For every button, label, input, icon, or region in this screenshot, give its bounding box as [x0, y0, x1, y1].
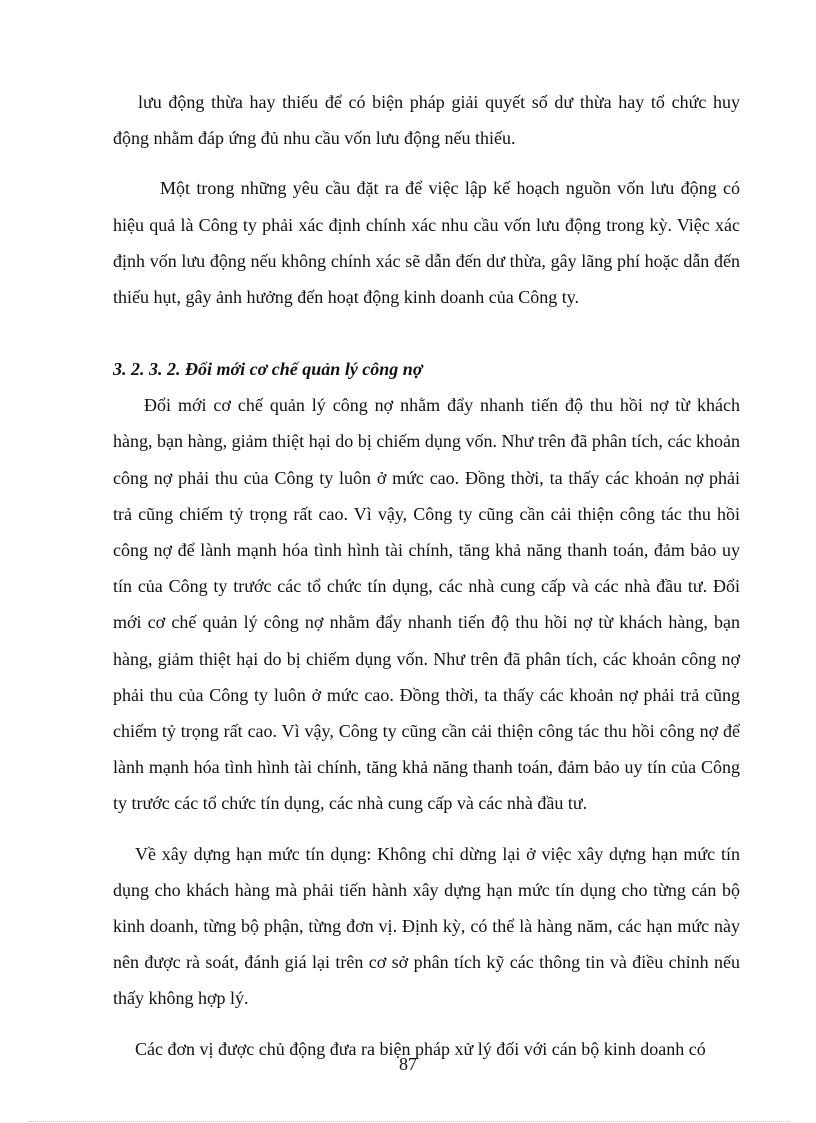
page-number: 87 [399, 1054, 417, 1074]
paragraph-1: lưu động thừa hay thiếu để có biện pháp giải quyết số dư thừa hay tổ chức huy động nhằm đáp ứng đủ nhu cầu vốn lưu động nếu thiếu. [113, 92, 740, 149]
paragraph-5: Các đơn vị được chủ động đưa ra biện pháp xử lý đối với cán bộ kinh doanh có [135, 1038, 706, 1059]
paragraph-2: Một trong những yêu cầu đặt ra để việc lập kế hoạch nguồn vốn lưu động có hiệu quả là Công ty phải xác định chính xác nhu cầu vốn lưu động trong kỳ. Việc xác định vốn lưu động nếu không chính xác sẽ dẫn đến dư thừa, gây lãng phí hoặc dẫn đến thiếu hụt, gây ảnh hưởng đến hoạt động kinh doanh của Công ty. [113, 178, 740, 308]
page-bottom-divider [28, 1121, 790, 1122]
paragraph-4: Về xây dựng hạn mức tín dụng: Không chỉ dừng lại ở việc xây dựng hạn mức tín dụng cho khách hàng mà phải tiến hành xây dựng hạn mức tín dụng cho từng cán bộ kinh doanh, từng bộ phận, từng đơn vị. Định kỳ, có thể là hàng năm, các hạn mức này nên được rà soát, đánh giá lại trên cơ sở phân tích kỹ các thông tin và điều chỉnh nếu thấy không hợp lý. [113, 843, 740, 1009]
section-heading: 3. 2. 3. 2. Đổi mới cơ chế quản lý công nợ [113, 359, 423, 380]
paragraph-3: Đổi mới cơ chế quản lý công nợ nhằm đẩy nhanh tiến độ thu hồi nợ từ khách hàng, bạn hàng, giảm thiệt hại do bị chiếm dụng vốn. Như trên đã phân tích, các khoản công nợ phải thu của Công ty luôn ở mức cao. Đồng thời, ta thấy các khoản nợ phải trả cũng chiếm tỷ trọng rất cao. Vì vậy, Công ty cũng cần cải thiện công tác thu hồi công nợ để lành mạnh hóa tình hình tài chính, tăng khả năng thanh toán, đảm bảo uy tín của Công ty trước các tổ chức tín dụng, các nhà cung cấp và các nhà đầu tư. Đổi mới cơ chế quản lý công nợ nhằm đẩy nhanh tiến độ thu hồi nợ từ khách hàng, bạn hàng, giảm thiệt hại do bị chiếm dụng vốn. Như trên đã phân tích, các khoản công nợ phải thu của Công ty luôn ở mức cao. Đồng thời, ta thấy các khoản nợ phải trả cũng chiếm tỷ trọng rất cao. Vì vậy, Công ty cũng cần cải thiện công tác thu hồi công nợ để lành mạnh hóa tình hình tài chính, tăng khả năng thanh toán, đảm bảo uy tín của Công ty trước các tổ chức tín dụng, các nhà cung cấp và các nhà đầu tư. [113, 395, 740, 814]
page-body [113, 84, 740, 1067]
